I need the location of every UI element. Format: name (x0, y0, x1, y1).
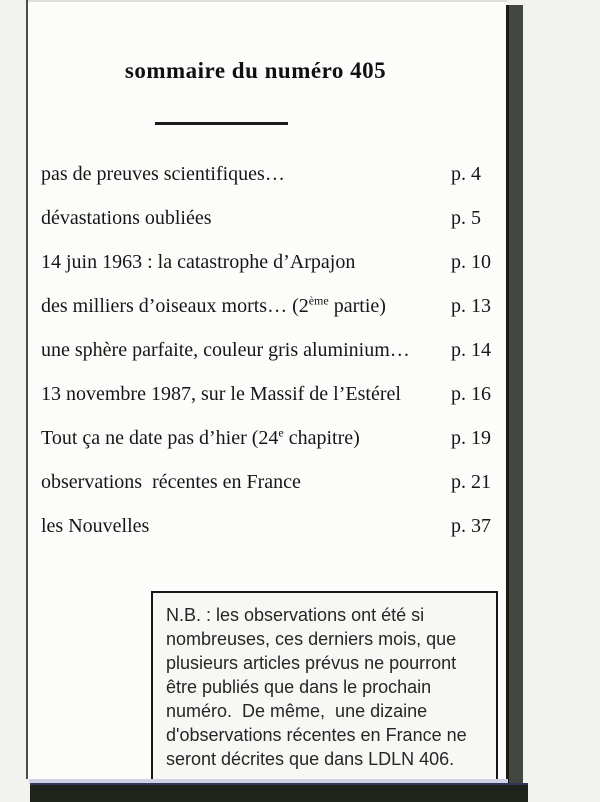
toc-row (28, 240, 507, 284)
toc-row (28, 460, 507, 504)
nb-line: plusieurs articles prévus ne pourront (166, 653, 457, 673)
title-divider (155, 122, 288, 125)
toc-item-title: une sphère parfaite, couleur gris aluminium… (41, 338, 410, 361)
nb-line: nombreuses, ces derniers mois, que (166, 629, 457, 649)
toc-item-page: p. 14 (451, 338, 491, 361)
nb-line: être publiés que dans le prochain (166, 677, 432, 697)
nb-line: numéro. De même, une dizaine (166, 701, 428, 721)
toc-item-title: dévastations oubliées (41, 206, 212, 229)
toc-item-title: des milliers d’oiseaux morts… (2ème partie) (41, 292, 386, 317)
toc-item-page: p. 21 (451, 470, 491, 493)
nb-line: N.B. : les observations ont été si (166, 605, 425, 625)
toc-row (28, 152, 507, 196)
back-cover-right-band (509, 5, 523, 791)
nb-line: d'observations récentes en France ne (166, 725, 467, 745)
toc-item-page: p. 5 (451, 206, 481, 229)
toc-row (28, 372, 507, 416)
toc-item-page: p. 16 (451, 382, 491, 405)
toc-item-page: p. 37 (451, 514, 491, 537)
toc-item-page: p. 4 (451, 162, 481, 185)
toc-item-title: observations récentes en France (41, 470, 301, 493)
nb-note-box (151, 591, 498, 785)
nb-line: seront décrites que dans LDLN 406. (166, 749, 455, 769)
toc-item-title: 13 novembre 1987, sur le Massif de l’Estérel (41, 382, 401, 405)
toc-item-page: p. 19 (451, 426, 491, 449)
toc-item-title: les Nouvelles (41, 514, 150, 537)
page-title: sommaire du numéro 405 (124, 58, 387, 83)
toc-row (28, 284, 507, 328)
toc-list (28, 152, 507, 548)
toc-item-title: pas de preuves scientifiques… (41, 162, 285, 185)
toc-row (28, 504, 507, 548)
toc-item-page: p. 13 (451, 294, 491, 317)
toc-item-title: 14 juin 1963 : la catastrophe d’Arpajon (41, 250, 356, 273)
back-cover-bottom-band (30, 783, 528, 802)
toc-row (28, 196, 507, 240)
toc-row (28, 416, 507, 460)
document-page (28, 0, 507, 779)
toc-item-title: Tout ça ne date pas d’hier (24e chapitre) (41, 424, 360, 449)
toc-item-page: p. 10 (451, 250, 491, 273)
toc-row (28, 328, 507, 372)
